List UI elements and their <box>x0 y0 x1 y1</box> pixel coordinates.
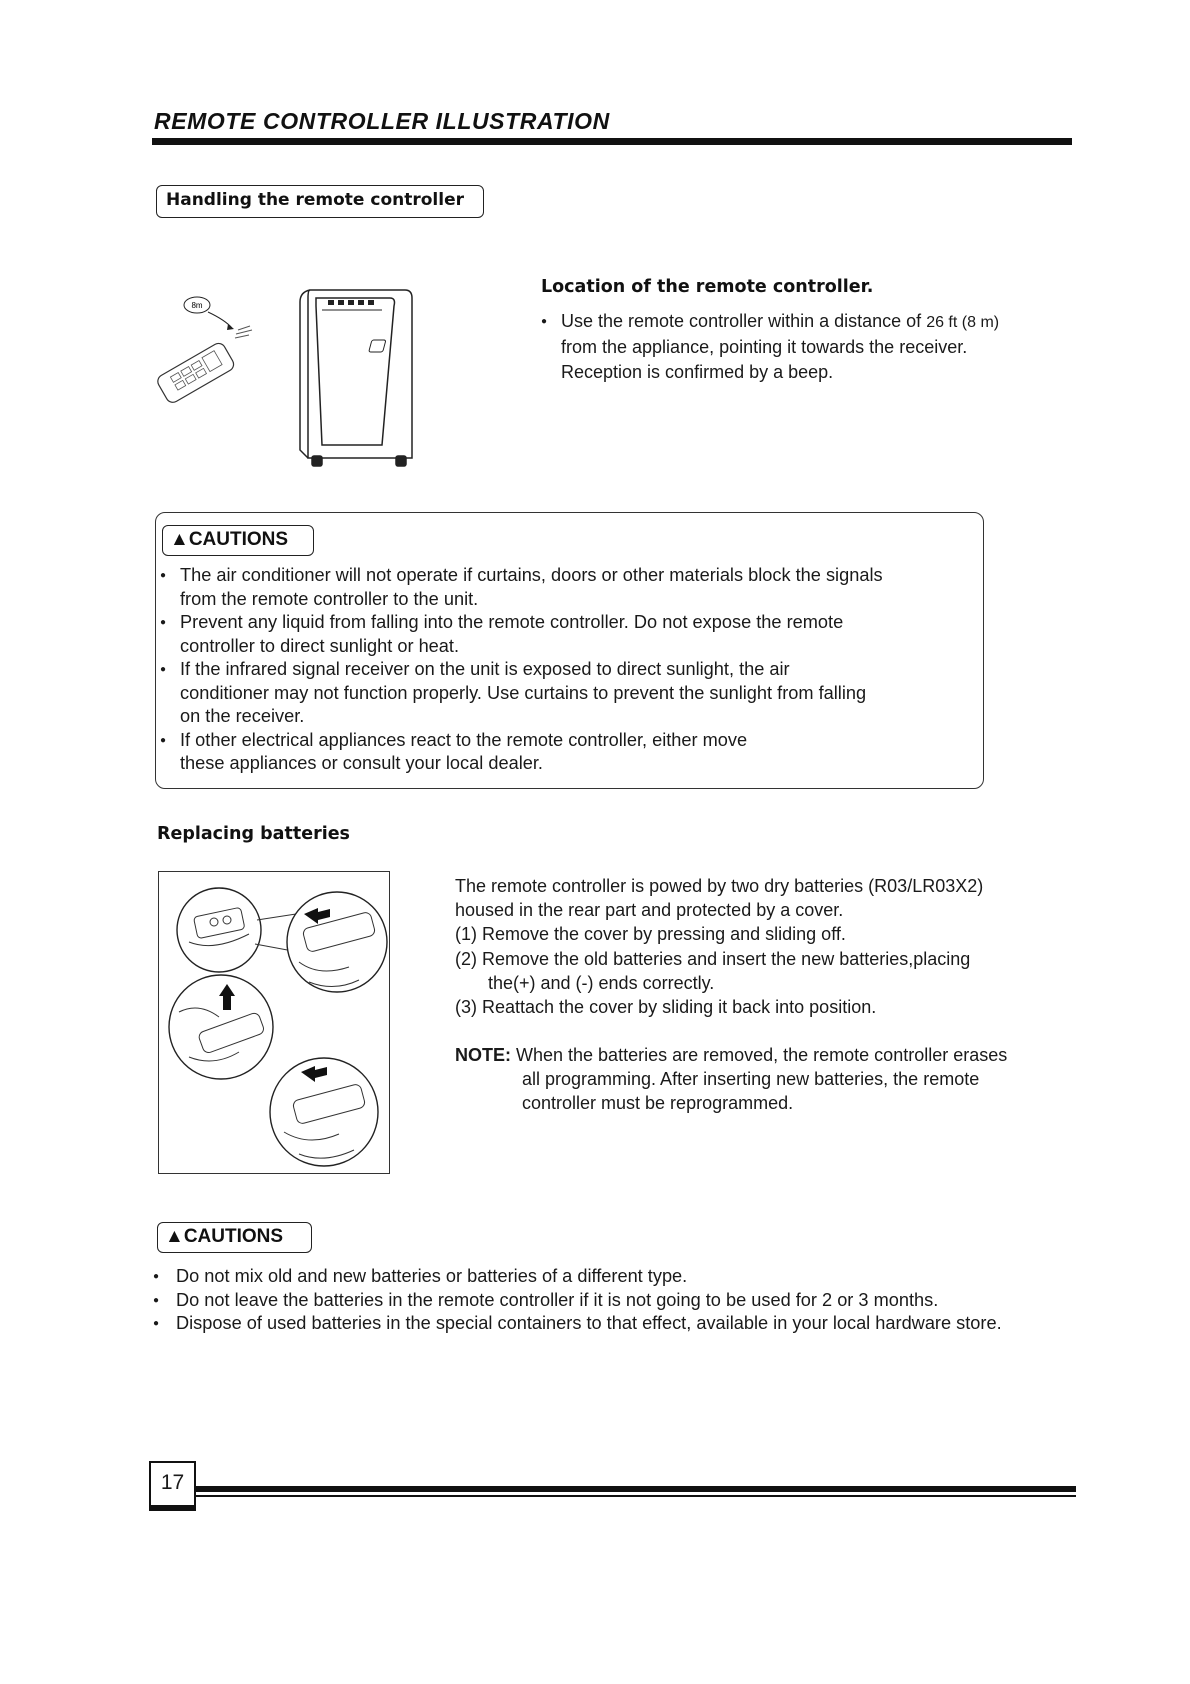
caution-item: ● If the infrared signal receiver on the unit is exposed to direct sunlight, the air conditioner may not function properly. Use curtains to prevent the sunlight from falling on the receiver. <box>160 658 980 729</box>
location-distance: 26 ft (8 m) <box>926 314 1000 331</box>
caution-item: ● The air conditioner will not operate if curtains, doors or other materials block the signals from the remote controller to the unit. <box>160 564 980 611</box>
footer-rule <box>196 1486 1076 1492</box>
battery-caution-item: ● Dispose of used batteries in the special containers to that effect, available in your local hardware store. <box>153 1312 1183 1336</box>
cautions-list <box>160 564 980 776</box>
section-label-handling: Handling the remote controller <box>156 185 484 218</box>
battery-illustration-frame <box>158 871 390 1174</box>
control-panel-icon <box>328 300 374 305</box>
note-label: NOTE: <box>455 1045 511 1065</box>
remote-and-unit-illustration <box>150 280 450 480</box>
location-text-1: Use the remote controller within a distance of <box>561 311 927 331</box>
footer-rule-thin <box>196 1495 1076 1497</box>
battery-step-2: (2) Remove the old batteries and insert the new batteries,placing <box>455 948 971 969</box>
replacing-batteries-heading: Replacing batteries <box>157 824 350 844</box>
battery-step-1: (1) Remove the cover by pressing and sliding off. <box>455 924 846 945</box>
title-rule <box>152 138 1072 145</box>
air-conditioner-unit-icon <box>300 290 412 466</box>
magnifier-icon <box>177 888 261 972</box>
signal-waves-icon <box>235 326 252 338</box>
battery-replacement-illustration <box>159 872 388 1172</box>
battery-intro-2: housed in the rear part and protected by a cover. <box>455 900 844 921</box>
cautions-label-batteries: ▲CAUTIONS <box>157 1222 312 1253</box>
battery-step-3: (3) Reattach the cover by sliding it back into position. <box>455 997 877 1018</box>
remote-controller-icon <box>155 341 236 405</box>
battery-instructions <box>455 874 1095 1019</box>
location-text <box>541 309 1081 385</box>
location-text-2: from the appliance, pointing it towards the receiver. <box>561 337 968 357</box>
note-line-1: When the batteries are removed, the remote controller erases <box>511 1045 1008 1065</box>
location-text-3: Reception is confirmed by a beep. <box>561 362 834 382</box>
hand-step1-icon <box>287 892 387 992</box>
warning-icon: ▲ <box>170 529 189 550</box>
distance-badge-text: 8m <box>191 301 203 310</box>
location-heading: Location of the remote controller. <box>541 277 874 297</box>
page-title: REMOTE CONTROLLER ILLUSTRATION <box>154 108 610 134</box>
caution-item: ● Prevent any liquid from falling into the remote controller. Do not expose the remote controller to direct sunlight or heat. <box>160 611 980 658</box>
battery-caution-item: ● Do not leave the batteries in the remote controller if it is not going to be used for 2 or 3 months. <box>153 1289 1183 1313</box>
battery-caution-item: ● Do not mix old and new batteries or batteries of a different type. <box>153 1265 1183 1289</box>
page-number: 17 <box>149 1461 196 1507</box>
location-bullet <box>541 309 1081 385</box>
cautions-label: ▲CAUTIONS <box>162 525 314 556</box>
note-line-3: controller must be reprogrammed. <box>522 1093 794 1114</box>
note-line-2: all programming. After inserting new batteries, the remote <box>522 1069 980 1090</box>
battery-cautions-list <box>153 1265 1183 1336</box>
warning-icon: ▲ <box>165 1226 184 1247</box>
battery-intro-1: The remote controller is powed by two dry batteries (R03/LR03X2) <box>455 876 984 896</box>
battery-note <box>455 1043 1095 1116</box>
battery-step-2-cont: the(+) and (-) ends correctly. <box>488 972 715 993</box>
caution-item: ● If other electrical appliances react to the remote controller, either move these appliances or consult your local dealer. <box>160 729 980 776</box>
hand-step2-icon <box>169 975 273 1079</box>
